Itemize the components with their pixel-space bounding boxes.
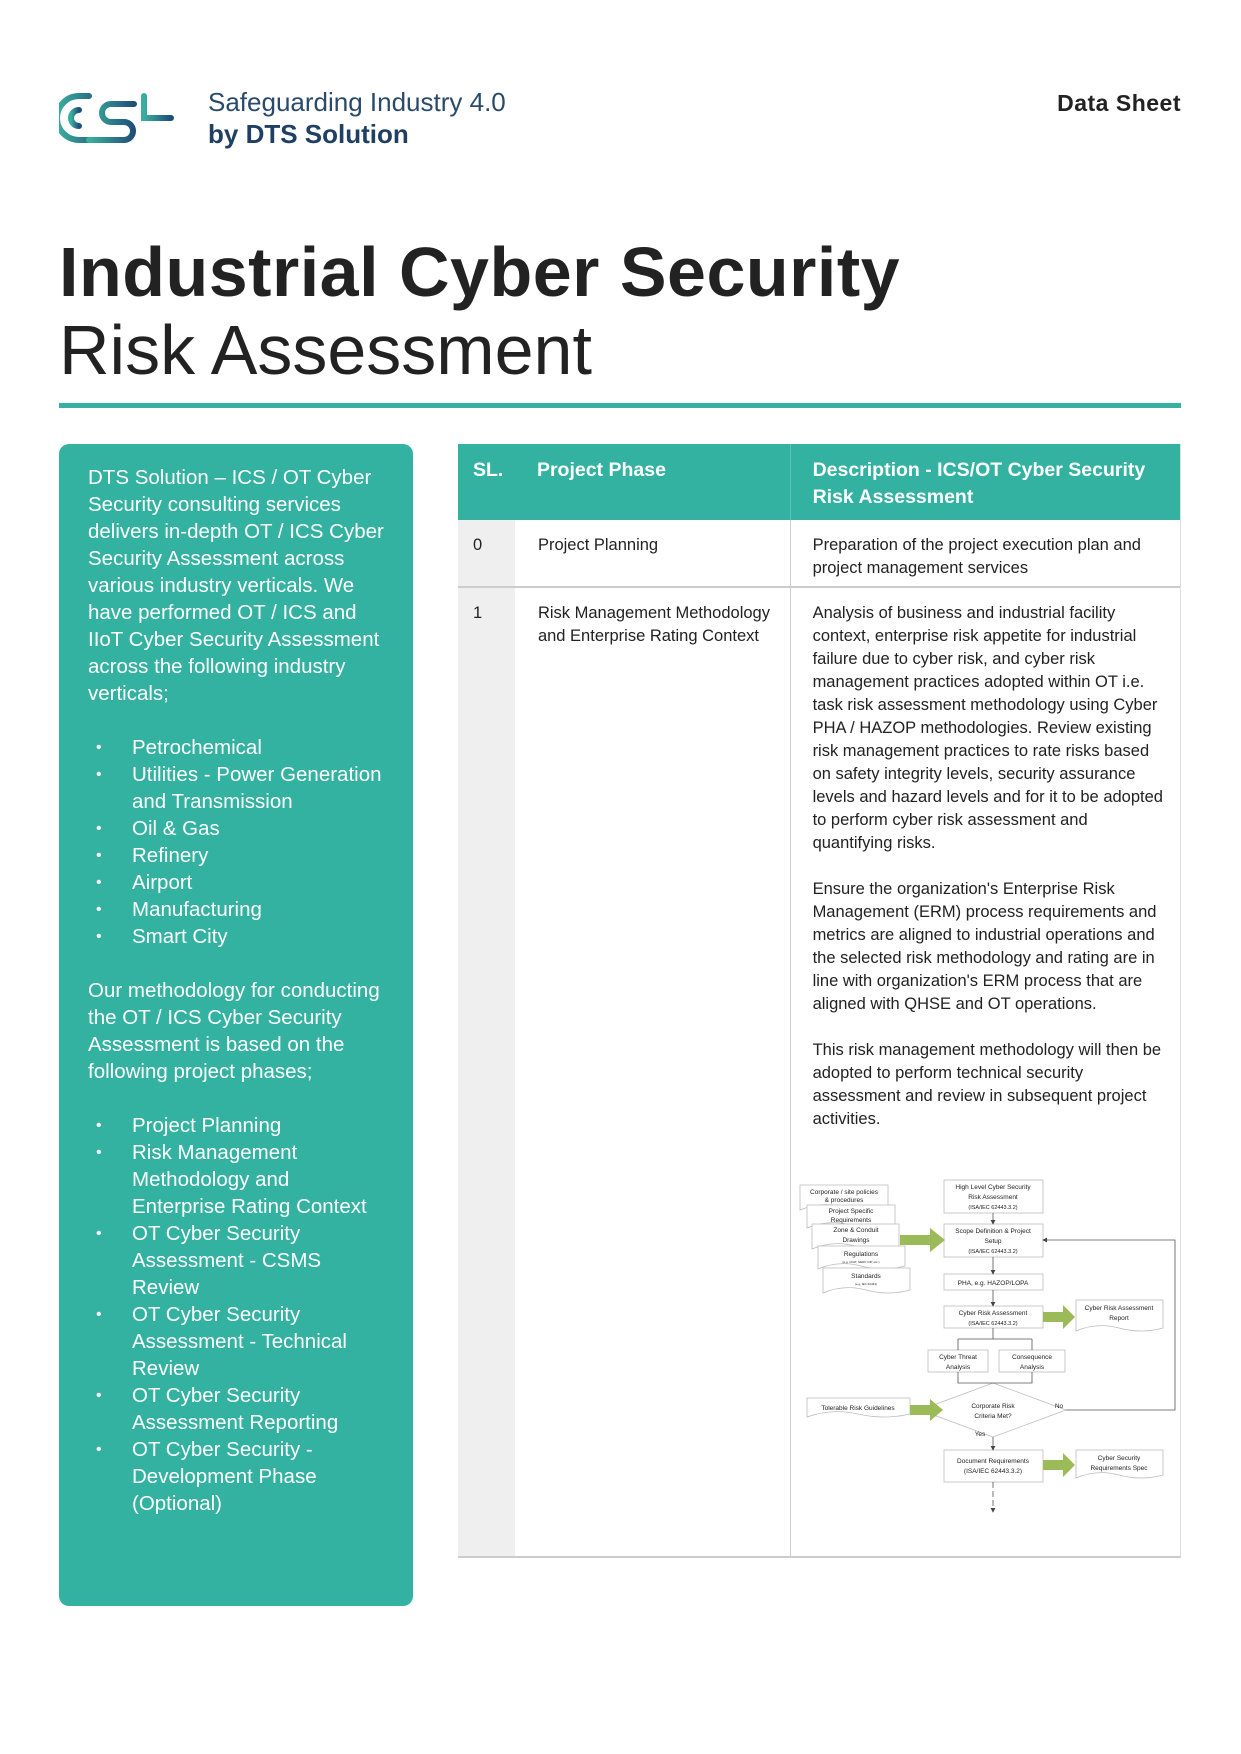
industry-list [88, 734, 387, 950]
page-subtitle: Risk Assessment [59, 311, 592, 389]
list-item: • OT Cyber Security Assessment - CSMS Review [88, 1220, 387, 1301]
label: Cyber Risk Assessment [958, 1310, 1028, 1317]
cell-phase: Risk Management Methodology and Enterprise Rating Context [537, 604, 770, 645]
label: PHA, e.g. HAZOP/LOPA [957, 1280, 1029, 1287]
label: (e.g. CFAT, NERC CIP, etc.) [842, 1260, 880, 1264]
description-text: Ensure the organization's Enterprise Risk Management (ERM) process requirements and metrics are aligned to industrial operations and the selected risk methodology and rating are in line with organization's ERM process that are aligned with QHSE and OT operations. [812, 880, 1157, 1013]
header-phase: Project Phase [536, 459, 666, 481]
label: Corporate / site policies [810, 1189, 878, 1196]
label: Cyber Security [1097, 1455, 1141, 1462]
tagline: Safeguarding Industry 4.0 [208, 87, 506, 117]
label: Project Specific [828, 1208, 874, 1215]
label: Risk Assessment [968, 1194, 1018, 1201]
label: Setup [984, 1238, 1002, 1245]
list-item: • Airport [88, 869, 387, 896]
cell-phase: Project Planning [537, 536, 659, 554]
company-name: by DTS Solution [208, 119, 409, 149]
label: Regulations [843, 1251, 879, 1258]
label: (ISA/IEC 62443.3.2) [968, 1321, 1018, 1327]
label: Requirements Spec [1090, 1465, 1148, 1472]
cell-description [790, 520, 1180, 586]
cell-sl: 1 [458, 588, 515, 1556]
list-item: • OT Cyber Security Assessment Reporting [88, 1382, 387, 1436]
table-row [458, 520, 1180, 588]
label: No [1054, 1403, 1064, 1410]
description-text: Analysis of business and industrial facility context, enterprise risk appetite for industrial failure due to cyber risk, and cyber risk management practices adopted within OT i.e. task risk assessment methodology using Cyber PHA / HAZOP methodologies. Review existing risk management practices to rate risks based on safety integrity levels, security assurance levels and hazard levels and for it to be adopted to perform cyber risk assessment and quantifying risks. [812, 604, 1163, 852]
label: (e.g. IEC 62443) [854, 1282, 878, 1286]
sidebar-panel [59, 444, 413, 1606]
label: Requirements [830, 1217, 872, 1224]
label: Consequence [1011, 1354, 1053, 1361]
phase-list [88, 1112, 387, 1517]
cell-sl: 0 [458, 520, 515, 586]
label: Document Requirements [957, 1458, 1029, 1465]
methodology-intro: Our methodology for conducting the OT / ICS Cyber Security Assessment is based on the following project phases; [88, 979, 380, 1083]
title-divider [59, 403, 1181, 408]
risk-assessment-flowchart [780, 1160, 1200, 1540]
list-item: • Petrochemical [88, 734, 387, 761]
list-item: • Smart City [88, 923, 387, 950]
label: & procedures [824, 1197, 864, 1204]
box-docreq [944, 1450, 1043, 1482]
list-item: • Refinery [88, 842, 387, 869]
list-item: • Utilities - Power Generation and Transmission [88, 761, 387, 815]
header-sl: SL. [473, 459, 504, 481]
description-text: This risk management methodology will then be adopted to perform technical security assessment and review in subsequent project activities. [812, 1041, 1162, 1128]
label: Cyber Threat [939, 1354, 977, 1361]
page-title: Industrial Cyber Security [59, 233, 901, 311]
brand-logo [59, 86, 506, 150]
document-type: Data Sheet [1057, 90, 1181, 116]
label: Cyber Risk Assessment [1084, 1305, 1154, 1312]
input-doc-standards [823, 1268, 910, 1293]
label: Standards [851, 1273, 881, 1280]
label: Zone & Conduit [833, 1227, 879, 1234]
list-item: • Project Planning [88, 1112, 387, 1139]
label: High Level Cyber Security [955, 1184, 1031, 1191]
label: (ISA/IEC 62443.3.2) [963, 1468, 1023, 1475]
label: Yes [974, 1431, 986, 1438]
label: Scope Definition & Project [955, 1228, 1031, 1235]
label: Analysis [945, 1364, 971, 1371]
label: (ISA/IEC 62443.3.2) [968, 1205, 1018, 1211]
label: Tolerable Risk Guidelines [821, 1405, 895, 1412]
label: (ISA/IEC 62443.3.2) [968, 1249, 1018, 1255]
label: Criteria Met? [974, 1413, 1012, 1420]
list-item: • OT Cyber Security - Development Phase (Optional) [88, 1436, 387, 1517]
label: Report [1109, 1315, 1129, 1322]
header-description: Description - ICS/OT Cyber Security Risk Assessment [790, 444, 1180, 520]
list-item: • Risk Management Methodology and Enterprise Rating Context [88, 1139, 387, 1220]
list-item: • OT Cyber Security Assessment - Technical Review [88, 1301, 387, 1382]
label: Analysis [1019, 1364, 1045, 1371]
sidebar-intro: DTS Solution – ICS / OT Cyber Security consulting services delivers in-depth OT / ICS Cyber Security Assessment across various industry verticals. We have performed OT / ICS and IIoT Cyber Security Assessment across the following industry verticals; [88, 466, 384, 705]
description-text: Preparation of the project execution plan and project management services [812, 536, 1141, 577]
label: Drawings [842, 1237, 870, 1244]
list-item: • Oil & Gas [88, 815, 387, 842]
label: Corporate Risk [971, 1403, 1015, 1410]
table-header [458, 444, 1180, 520]
cs4-logo-icon [59, 90, 194, 146]
list-item: • Manufacturing [88, 896, 387, 923]
